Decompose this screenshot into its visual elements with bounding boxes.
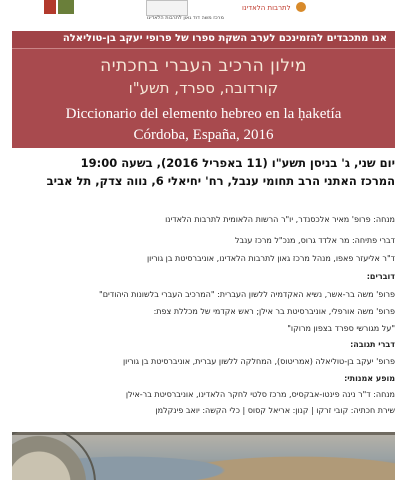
program-line: פרופ' משה בר-אשר, נשיא האקדמיה ללשון העברית: "המרכיב העברי בלשונות היהודים" [99,290,395,299]
event-date: יום שני, ג' בניסן תשע"ו (11 באפריל 2016), בשעה 19:00 [80,156,395,170]
program-line: דברי תגובה: [350,340,395,349]
program-line: מנחה: ד"ר נינה פינטו-אבקסיס, מרכז סלטי לחקר הלאדינו, אוניברסיטת בר-אילן [125,390,395,399]
program-line: דברי פתיחה: מר אלדד גרוס, מנכ"ל מרכז ענבל [234,236,395,245]
map-illustration [12,432,395,480]
program-line: ד"ר אליעזר פאפו, מנהל מרכז גאון לתרבות הלאדינו, אוניברסיטת בן גוריון [146,254,395,263]
title-banner [12,31,395,148]
gaon-center-logo [146,0,224,21]
program-line: מופע אמנותי: [344,374,395,383]
program-line: "על מגורשי ספרד בצפון מרוקו" [287,324,395,333]
invite-text: אנו מתכבדים להזמינכם לערב השקת ספרו של פרופי יעקב בן-טוליאלה [62,33,387,44]
spanish-title: Diccionario del elemento hebreo en la ḥaketía [65,106,342,122]
program-line: דוברים: [366,272,395,281]
sponsor-logos [0,0,405,26]
invite-line [12,31,395,49]
ladino-authority-emblem-icon [296,2,306,12]
ladino-authority-logo [242,0,306,14]
spanish-place: Córdoba, España, 2016 [133,127,274,143]
program-line: פרופ' משה אורפלי, אוניברסיטת בר אילן; ראש אקדמי של מכללת צפת: [153,307,395,316]
gaon-center-caption: מרכז משה דוד גאון לתרבות הלאדינו [147,15,224,21]
ladino-authority-text: לתרבות הלאדינו [242,4,291,12]
inbal-logo [44,0,100,14]
program-line: שירת חכתיה: קובי זרקו | קנון: אריאל קסוס | כלי הקשה: יואב פינקלמן [155,406,395,415]
hebrew-place: קורדובה, ספרד, תשע"ו [128,79,279,97]
event-venue: המרכז האתני הרב תחומי ענבל, רח' יחיאלי 6, נווה צדק, תל אביב [46,174,395,188]
program-line: מנחה: פרופ' מאיר אלכסנדר, יו"ר הרשות הלאומית לתרבות הלאדינו [165,215,395,224]
hebrew-title: מילון הרכיב העברי בחכתיה [100,56,307,76]
program-line: פרופ' יעקב בן-טוליאלה (אמריטוס), המחלקה ללשון עברית, אוניברסיטת בן גוריון [122,357,395,366]
compass-rose-icon [12,432,96,480]
